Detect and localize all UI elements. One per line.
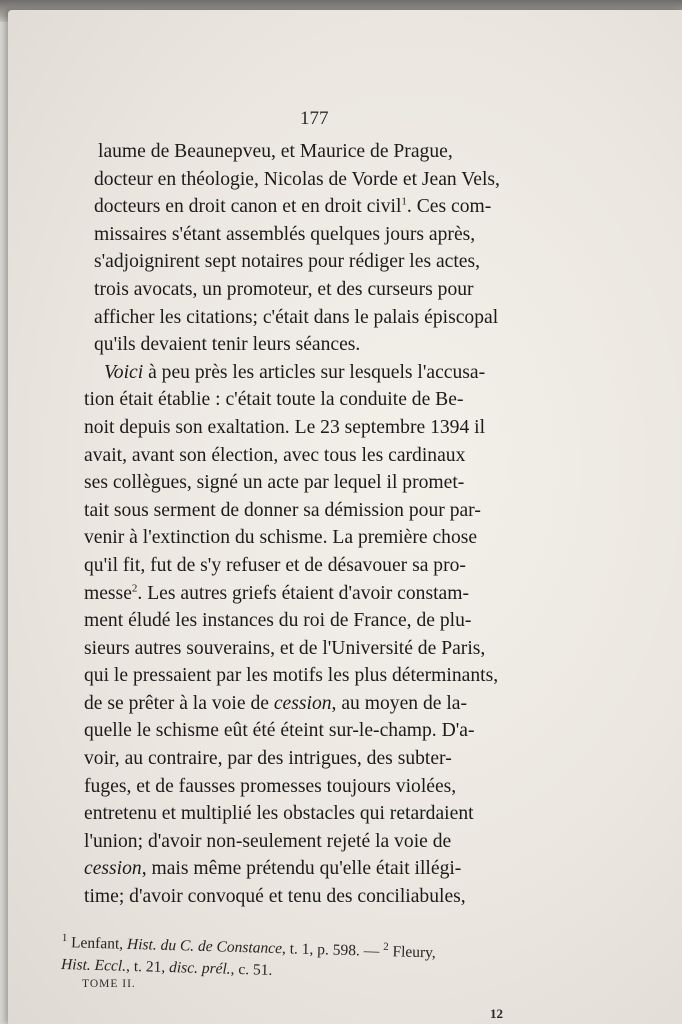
footnote-marker: 1 xyxy=(61,931,68,944)
text-line xyxy=(84,580,568,608)
footnote-text: , t. 21, xyxy=(125,957,170,977)
text-fragment: . Ces com- xyxy=(406,196,492,218)
text-line: missaires s'étant assemblés quelques jours après, xyxy=(94,223,476,245)
footnote-text: , c. 51. xyxy=(230,960,273,979)
text-line: ment éludé les instances du roi de France, de plu- xyxy=(84,610,472,632)
text-line: voir, au contraire, par des intrigues, des subter- xyxy=(84,748,452,770)
text-line: qu'il fit, fut de s'y refuser et de désavouer sa pro- xyxy=(84,554,466,576)
text-line: qui le pressaient par les motifs les plus déterminants, xyxy=(84,665,499,687)
footnote-title: Hist. du C. de Constance xyxy=(126,935,283,958)
footnote-marker: 1 xyxy=(401,195,407,208)
text-line xyxy=(84,193,568,221)
text-line: ses collègues, signé un acte par lequel il promet- xyxy=(84,472,465,494)
text-line: laume de Beaunepveu, et Maurice de Prague, xyxy=(98,141,453,162)
italic-word: cession xyxy=(273,692,332,714)
page-number: 177 xyxy=(300,108,329,129)
text-line xyxy=(84,359,568,387)
body-text xyxy=(84,138,568,911)
text-fragment: de se prêter à la voie de xyxy=(84,692,274,714)
text-line: time; d'avoir convoqué et tenu des conciliabules, xyxy=(84,886,466,908)
text-line: sieurs autres souverains, et de l'Université de Paris, xyxy=(84,637,486,659)
text-line xyxy=(84,690,568,718)
footnote-text: Fleury, xyxy=(388,943,437,962)
text-line: afficher les citations; c'était dans le palais épiscopal xyxy=(94,306,499,328)
text-fragment: . Les autres griefs étaient d'avoir constam- xyxy=(137,582,469,604)
text-line: tait sous serment de donner sa démission pour par- xyxy=(84,499,481,521)
text-line: avait, avant son élection, avec tous les cardinaux xyxy=(84,444,466,466)
text-line: trois avocats, un promoteur, et des curseurs pour xyxy=(94,278,474,300)
text-fragment: , au moyen de la- xyxy=(331,692,468,714)
text-line: docteur en théologie, Nicolas de Vorde et Jean Vels, xyxy=(94,168,500,190)
footnote-title: disc. prél. xyxy=(168,959,231,978)
text-line: entretenu et multiplié les obstacles qui retardaient xyxy=(84,803,474,825)
text-fragment: à peu près les articles sur lesquels l'accusa- xyxy=(143,361,486,383)
tome-label: TOME II. xyxy=(82,978,136,990)
text-line: venir à l'extinction du schisme. La première chose xyxy=(84,527,478,549)
text-line: s'adjoignirent sept notaires pour rédiger les actes, xyxy=(94,251,481,273)
footnote-marker: 2 xyxy=(383,940,389,953)
footnote-title: Hist. Eccl. xyxy=(60,955,127,975)
text-line: noit depuis son exaltation. Le 23 septembre 1394 il xyxy=(84,416,486,438)
footnote-text: , t. 1, p. 598. — xyxy=(281,940,384,960)
italic-word: cession xyxy=(84,858,142,880)
text-fragment: docteurs en droit canon et en droit civil xyxy=(94,196,402,218)
text-line: fuges, et de fausses promesses toujours violées, xyxy=(84,775,457,797)
text-line: qu'ils devaient tenir leurs séances. xyxy=(94,334,361,356)
text-line: tion était établie : c'était toute la conduite de Be- xyxy=(84,389,464,411)
text-line: quelle le schisme eût été éteint sur-le-champ. D'a- xyxy=(84,720,475,742)
text-line: l'union; d'avoir non-seulement rejeté la voie de xyxy=(84,830,452,852)
footnote-text: Lenfant, xyxy=(66,934,128,953)
footnote-marker: 2 xyxy=(131,581,138,594)
text-fragment: , mais même prétendu qu'elle était illégi- xyxy=(141,858,462,880)
italic-word: Voici xyxy=(104,361,144,383)
signature-mark: 12 xyxy=(490,1006,503,1021)
text-fragment: messe xyxy=(84,582,132,604)
text-line xyxy=(84,855,568,883)
